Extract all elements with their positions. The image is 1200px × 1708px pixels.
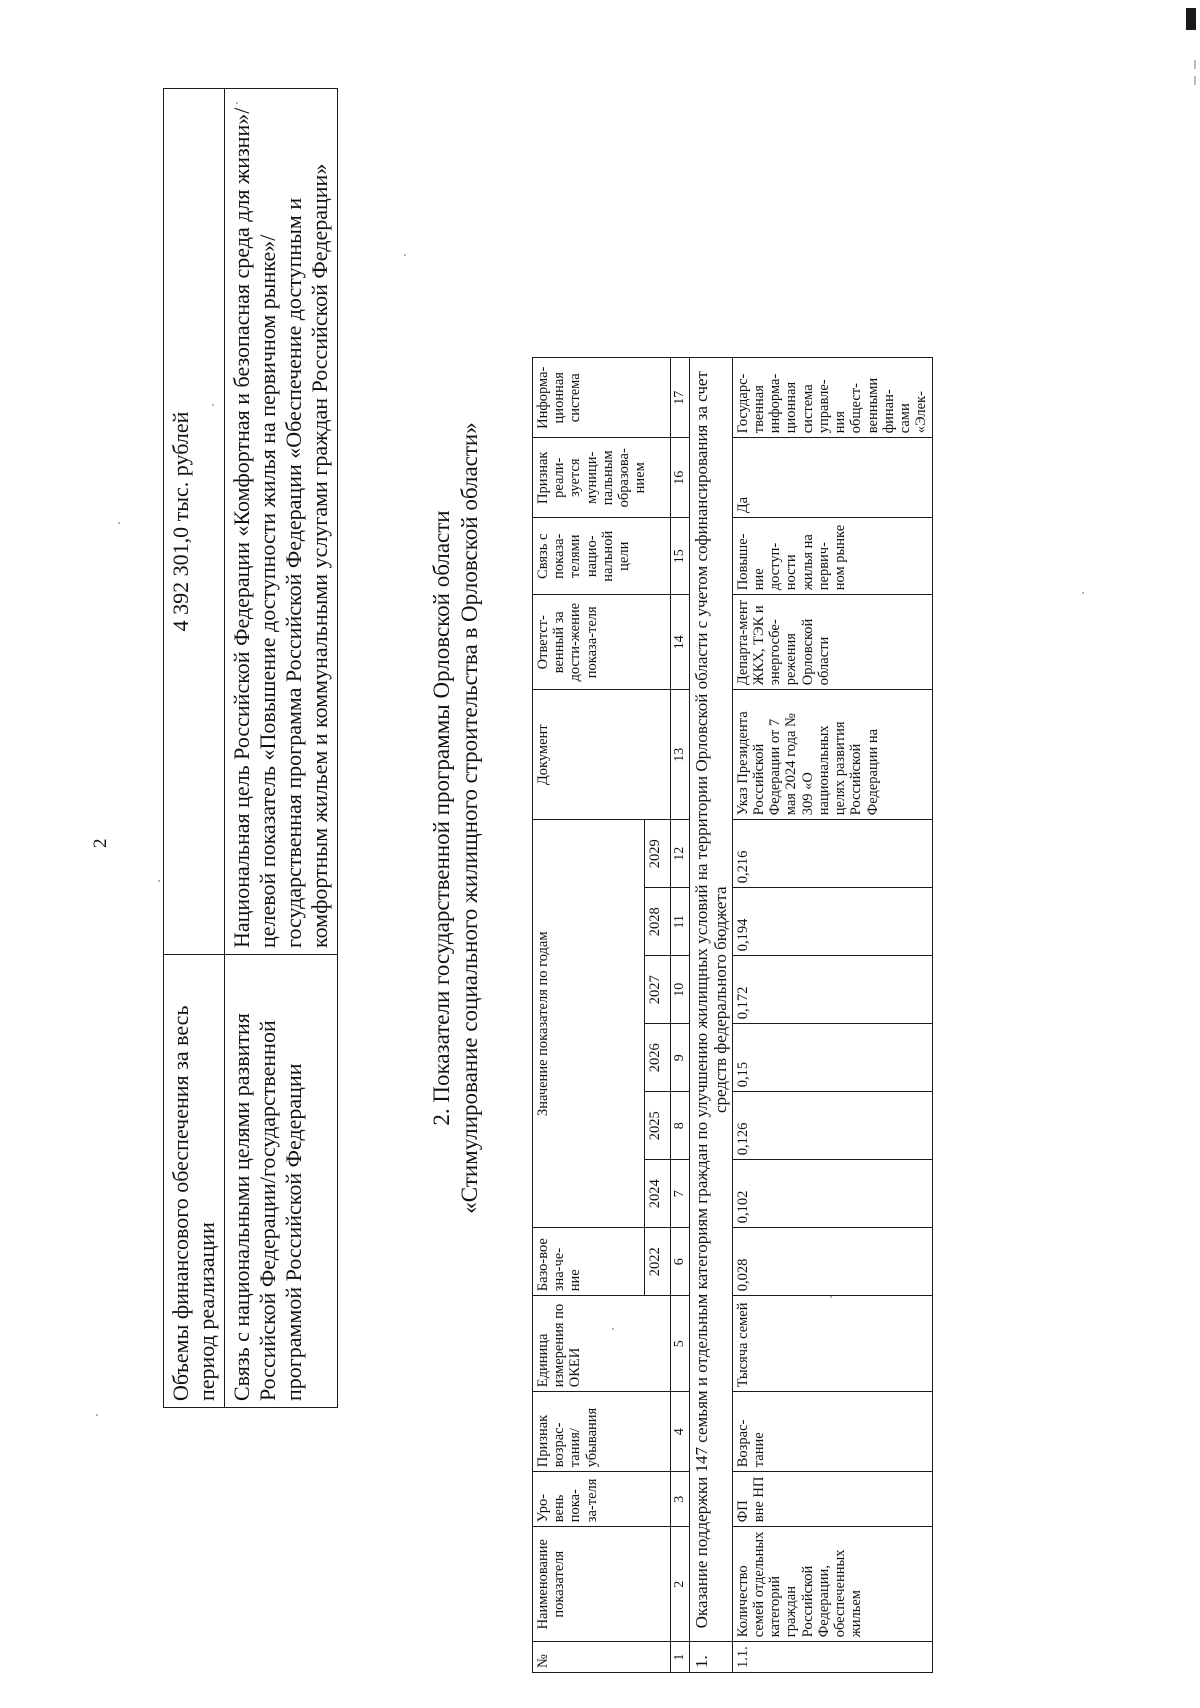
col-header-info-system: Информа-ционная система — [533, 358, 671, 438]
column-number: 17 — [671, 358, 690, 438]
national-goals-label: Связь с национальными целями развития Российской Федерации/государственной программой Российской Федерации — [224, 955, 337, 1408]
indicator-document: Указ Президента Российской Федерации от 7 мая 2024 года № 309 «О национальных целях развития Российской Федерации на — [732, 690, 932, 820]
year-cell: 2029 — [645, 820, 671, 888]
year-value: 0,15 — [732, 1024, 932, 1092]
indicators-table — [532, 357, 933, 1673]
funding-row — [164, 89, 225, 1408]
col-header-unit: Единица измерения по ОКЕИ — [533, 1296, 671, 1392]
indicator-level: ФП вне НП — [732, 1472, 932, 1527]
column-number: 2 — [671, 1527, 690, 1642]
column-number: 6 — [671, 1228, 690, 1296]
year-cell: 2026 — [645, 1024, 671, 1092]
column-number-row — [671, 358, 690, 1673]
year-value: 0,102 — [732, 1160, 932, 1228]
year-cell: 2024 — [645, 1160, 671, 1228]
column-number: 8 — [671, 1092, 690, 1160]
national-goals-value: Национальная цель Российской Федерации «Комфортная и безопасная среда для жизни»/ целевой показатель «Повышение доступности жилья на первичном рынке»/ государственная программа Российской Федерации «Обеспечение доступным и комфортным жильем и коммунальными услугами граждан Российской Федерации» — [224, 89, 337, 955]
section-subtitle: «Стимулирование социального жилищного строительства в Орловской области» — [457, 422, 482, 1214]
year-cell-base: 2022 — [645, 1228, 671, 1296]
indicator-national-link: Повыше-ние доступ-ности жилья на первич-ном рынке — [732, 518, 932, 595]
col-header-municipal: Признак реали-зуется муници-пальным образова-нием — [533, 438, 671, 518]
column-number: 12 — [671, 820, 690, 888]
col-header-num: № — [533, 1642, 671, 1673]
column-number: 9 — [671, 1024, 690, 1092]
funding-label: Объемы финансового обеспечения за весь период реализации — [164, 955, 225, 1408]
col-header-values-by-year: Значение показателя по годам — [533, 820, 645, 1228]
year-value: 0,216 — [732, 820, 932, 888]
col-header-document: Документ — [533, 690, 671, 820]
section-title: 2. Показатели государственной программы Орловской области — [429, 510, 454, 1126]
base-value: 0,028 — [732, 1228, 932, 1296]
page-number: 2 — [90, 838, 111, 848]
indicator-responsible: Департа-мент ЖКХ, ТЭК и энергосбе-режения Орловской области — [732, 595, 932, 690]
column-number: 4 — [671, 1392, 690, 1472]
col-header-level: Уро-вень пока-за-теля — [533, 1472, 671, 1527]
indicator-municipal: Да — [732, 438, 932, 518]
year-cell: 2028 — [645, 888, 671, 956]
section-text: Оказание поддержки 147 семьям и отдельным категориям граждан по улучшению жилищных условий на территории Орловской области с учетом софинансирования за счет средств федерального бюджета — [689, 358, 732, 1642]
indicator-trend: Возрас-тание — [732, 1392, 932, 1472]
national-goals-row — [224, 89, 337, 1408]
table-row — [732, 358, 932, 1673]
column-number: 15 — [671, 518, 690, 595]
indicator-unit: Тысяча семей — [732, 1296, 932, 1392]
year-value: 0,172 — [732, 956, 932, 1024]
column-number: 3 — [671, 1472, 690, 1527]
year-value: 0,194 — [732, 888, 932, 956]
col-header-trend: Признак возрас-тания/ убывания — [533, 1392, 671, 1472]
col-header-base: Базо-вое зна-че-ние — [533, 1228, 645, 1296]
indicator-info-system: Государс-твенная информа-ционная система управле-ния общест-венными финан-сами «Элек- — [732, 358, 932, 438]
column-number: 16 — [671, 438, 690, 518]
indicator-name: Количество семей отдельных категорий граждан Российской Федерации, обеспеченных жильем — [732, 1527, 932, 1642]
column-number: 13 — [671, 690, 690, 820]
col-header-name: Наименование показателя — [533, 1527, 671, 1642]
year-cell: 2025 — [645, 1092, 671, 1160]
column-number: 5 — [671, 1296, 690, 1392]
year-cell: 2027 — [645, 956, 671, 1024]
passport-summary-table — [163, 88, 338, 1408]
column-number: 11 — [671, 888, 690, 956]
column-number: 14 — [671, 595, 690, 690]
section-number: 1. — [689, 1642, 732, 1673]
column-number: 1 — [671, 1642, 690, 1673]
year-value: 0,126 — [732, 1092, 932, 1160]
header-row — [533, 358, 645, 1673]
col-header-national-link: Связь с показа-телями нацио-нальной цели — [533, 518, 671, 595]
funding-value: 4 392 301,0 тыс. рублей — [164, 89, 225, 955]
section-row — [689, 358, 732, 1673]
column-number: 10 — [671, 956, 690, 1024]
column-number: 7 — [671, 1160, 690, 1228]
row-number: 1.1. — [732, 1642, 932, 1673]
col-header-responsible: Ответст-венный за дости-жение показа-теля — [533, 595, 671, 690]
